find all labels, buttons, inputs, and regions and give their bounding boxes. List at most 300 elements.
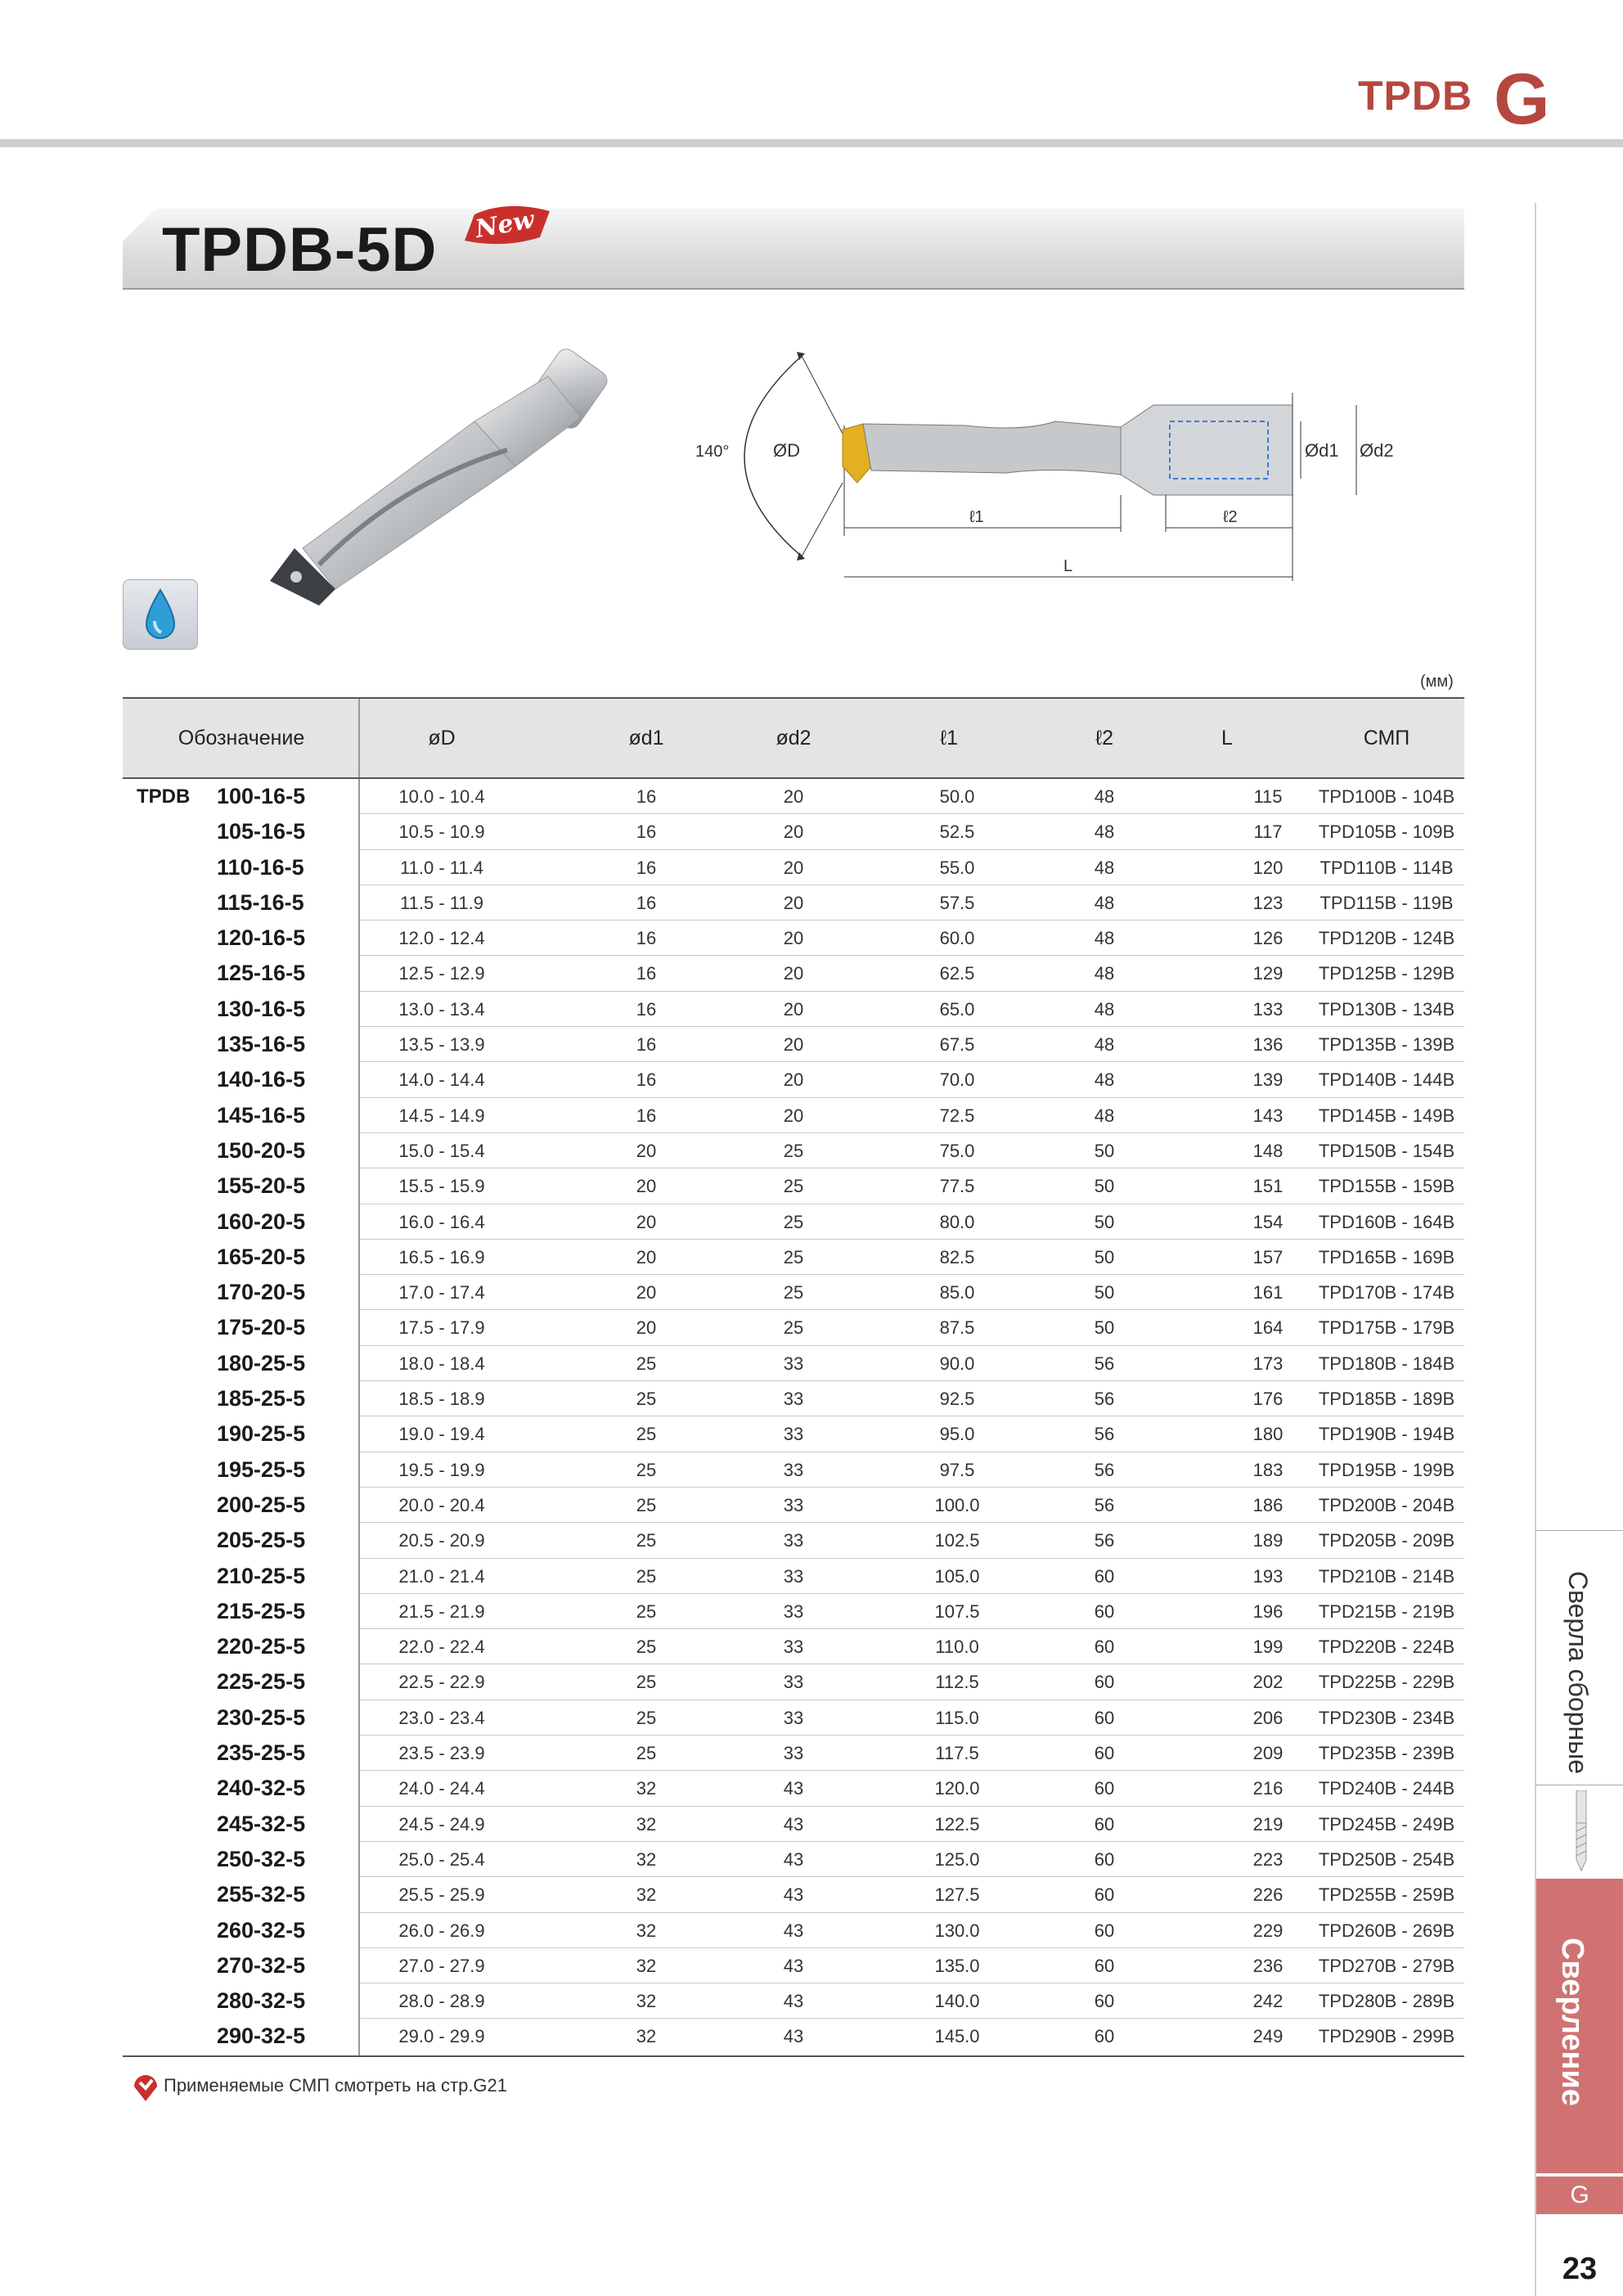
- cell-D: 11.0 - 11.4: [400, 857, 483, 878]
- cell-smp: TPD130B - 134B: [1318, 998, 1455, 1020]
- cell-smp: TPD255B - 259B: [1318, 1884, 1455, 1906]
- cell-l2: 56: [1094, 1353, 1115, 1374]
- cell-d2: 33: [783, 1672, 804, 1693]
- cell-l1: 55.0: [939, 857, 975, 878]
- cell-l1: 115.0: [935, 1707, 979, 1728]
- cell-d1: 16: [636, 1069, 657, 1091]
- cell-d2: 33: [783, 1353, 804, 1374]
- dimension-drawing: [695, 335, 1399, 597]
- cell-L: 249: [1252, 2026, 1284, 2047]
- cell-d2: 33: [783, 1424, 804, 1445]
- cell-smp: TPD260B - 269B: [1318, 1920, 1455, 1941]
- table-row: [123, 1594, 1464, 1629]
- cell-l2: 50: [1094, 1246, 1115, 1267]
- cell-l2: 56: [1094, 1424, 1115, 1445]
- cell-l2: 60: [1094, 1565, 1115, 1587]
- l2-label: ℓ2: [1223, 508, 1238, 526]
- cell-l1: 140.0: [934, 1991, 980, 2012]
- header-d2: ød2: [776, 727, 812, 750]
- cell-smp: TPD190B - 194B: [1318, 1424, 1455, 1445]
- cell-l2: 50: [1094, 1140, 1115, 1161]
- cell-L: 117: [1253, 822, 1283, 843]
- cell-D: 10.5 - 10.9: [398, 822, 485, 843]
- cell-smp: TPD195B - 199B: [1318, 1459, 1455, 1480]
- cell-smp: TPD110B - 114B: [1320, 857, 1454, 878]
- cell-code: 230-25-5: [217, 1704, 306, 1730]
- cell-d2: 43: [783, 1848, 804, 1870]
- l1-label: ℓ1: [969, 508, 984, 526]
- cell-l2: 50: [1094, 1317, 1115, 1339]
- cell-d1: 16: [636, 998, 657, 1020]
- cell-d2: 43: [783, 1920, 804, 1941]
- new-badge: [458, 198, 556, 255]
- cell-l1: 72.5: [939, 1105, 975, 1126]
- new-badge-text: New: [473, 205, 537, 245]
- cell-smp: TPD165B - 169B: [1318, 1246, 1455, 1267]
- cell-d2: 33: [783, 1565, 804, 1587]
- cell-L: 136: [1252, 1034, 1284, 1056]
- cell-D: 14.0 - 14.4: [398, 1069, 485, 1091]
- table-row: [123, 1452, 1464, 1488]
- table-row: [123, 1700, 1464, 1736]
- cell-L: 176: [1252, 1389, 1284, 1410]
- cell-D: 16.0 - 16.4: [398, 1211, 485, 1232]
- cell-d2: 20: [783, 1034, 804, 1056]
- cell-code: 215-25-5: [217, 1598, 306, 1623]
- D-label: ØD: [773, 440, 800, 461]
- cell-L: 143: [1252, 1105, 1284, 1126]
- cell-L: 209: [1252, 1743, 1284, 1764]
- table-row: [123, 956, 1464, 991]
- cell-d2: 25: [783, 1282, 804, 1303]
- cell-l2: 60: [1094, 1920, 1115, 1941]
- table-row: [123, 1842, 1464, 1877]
- cell-d1: 25: [636, 1565, 657, 1587]
- chapter-letter: G: [1536, 2177, 1623, 2214]
- cell-code: 105-16-5: [217, 819, 306, 844]
- cell-l2: 60: [1094, 1600, 1115, 1622]
- cell-D: 27.0 - 27.9: [398, 1955, 485, 1976]
- cell-L: 139: [1252, 1069, 1284, 1091]
- cell-l1: 145.0: [934, 2026, 980, 2047]
- cell-d1: 16: [636, 963, 657, 984]
- cell-code: 190-25-5: [217, 1421, 306, 1447]
- cell-l1: 112.5: [935, 1672, 979, 1693]
- table-row: [123, 1416, 1464, 1452]
- table-row: [123, 1736, 1464, 1771]
- cell-code: 110-16-5: [217, 854, 304, 880]
- header-D: øD: [428, 727, 456, 750]
- cell-code: 255-32-5: [217, 1882, 306, 1907]
- cell-D: 14.5 - 14.9: [398, 1105, 485, 1126]
- cell-smp: TPD170B - 174B: [1318, 1282, 1455, 1303]
- cell-d1: 25: [636, 1530, 657, 1551]
- cell-smp: TPD145B - 149B: [1318, 1105, 1455, 1126]
- cell-L: 126: [1252, 928, 1284, 949]
- cell-l1: 80.0: [939, 1211, 975, 1232]
- cell-D: 12.0 - 12.4: [398, 928, 485, 949]
- cell-D: 17.5 - 17.9: [398, 1317, 485, 1339]
- cell-L: 219: [1252, 1813, 1284, 1835]
- cell-l1: 100.0: [934, 1494, 980, 1515]
- table-row: [123, 1168, 1464, 1204]
- cell-d1: 16: [636, 822, 657, 843]
- cell-d1: 32: [636, 1813, 657, 1835]
- cell-L: 161: [1252, 1282, 1284, 1303]
- cell-D: 13.0 - 13.4: [398, 998, 485, 1020]
- cell-D: 18.0 - 18.4: [398, 1353, 485, 1374]
- cell-smp: TPD155B - 159B: [1318, 1176, 1455, 1197]
- cell-d1: 32: [636, 2026, 657, 2047]
- cell-l2: 48: [1094, 1034, 1115, 1056]
- cell-code: 130-16-5: [217, 996, 306, 1021]
- cell-D: 25.5 - 25.9: [398, 1884, 485, 1906]
- cell-l2: 48: [1094, 892, 1115, 913]
- cell-smp: TPD185B - 189B: [1318, 1389, 1455, 1410]
- angle-label: 140°: [695, 443, 730, 461]
- cell-l1: 120.0: [934, 1778, 980, 1799]
- cell-L: 236: [1252, 1955, 1284, 1976]
- cell-smp: TPD175B - 179B: [1318, 1317, 1455, 1339]
- d2-label: Ød2: [1360, 440, 1394, 461]
- cell-code: 100-16-5: [217, 784, 306, 808]
- cell-smp: TPD230B - 234B: [1318, 1707, 1455, 1728]
- cell-d2: 43: [783, 2026, 804, 2047]
- cell-d2: 20: [783, 963, 804, 984]
- cell-l1: 67.5: [939, 1034, 975, 1056]
- cell-smp: TPD245B - 249B: [1318, 1813, 1455, 1835]
- cell-code: 210-25-5: [217, 1563, 306, 1588]
- cell-l1: 60.0: [939, 928, 975, 949]
- coolant-icon: [123, 579, 198, 650]
- cell-D: 28.0 - 28.9: [398, 1991, 485, 2012]
- note-icon: [131, 2070, 160, 2103]
- cell-l2: 48: [1094, 857, 1115, 878]
- cell-d1: 25: [636, 1459, 657, 1480]
- cell-code: 205-25-5: [217, 1528, 306, 1553]
- cell-L: 242: [1252, 1991, 1284, 2012]
- cell-l1: 65.0: [939, 998, 975, 1020]
- cell-L: 226: [1252, 1884, 1284, 1906]
- cell-L: 189: [1252, 1530, 1284, 1551]
- cell-D: 20.0 - 20.4: [398, 1494, 485, 1515]
- cell-code: 220-25-5: [217, 1634, 306, 1659]
- banner-corner: [123, 209, 155, 241]
- cell-code: 145-16-5: [217, 1102, 306, 1128]
- cell-D: 16.5 - 16.9: [398, 1246, 485, 1267]
- cell-D: 19.0 - 19.4: [398, 1424, 485, 1445]
- cell-d1: 16: [636, 892, 657, 913]
- cell-l1: 107.5: [934, 1600, 980, 1622]
- table-row: [123, 1062, 1464, 1097]
- cell-code: 260-32-5: [217, 1917, 306, 1943]
- cell-d1: 20: [636, 1246, 657, 1267]
- cell-l2: 60: [1094, 1813, 1115, 1835]
- cell-L: 202: [1252, 1672, 1284, 1693]
- cell-l2: 60: [1094, 1778, 1115, 1799]
- cell-D: 17.0 - 17.4: [398, 1282, 485, 1303]
- cell-l1: 70.0: [939, 1069, 975, 1091]
- cell-d2: 20: [783, 857, 804, 878]
- cell-smp: TPD225B - 229B: [1318, 1672, 1455, 1693]
- cell-smp: TPD120B - 124B: [1318, 928, 1455, 949]
- cell-l2: 48: [1094, 1069, 1115, 1091]
- cell-smp: TPD100B - 104B: [1318, 786, 1455, 807]
- cell-d1: 25: [636, 1494, 657, 1515]
- cell-d2: 25: [783, 1176, 804, 1197]
- header-l2: ℓ2: [1095, 727, 1113, 750]
- cell-smp: TPD150B - 154B: [1318, 1140, 1455, 1161]
- cell-smp: TPD180B - 184B: [1318, 1353, 1455, 1374]
- cell-d2: 33: [783, 1636, 804, 1658]
- page-title: TPDB-5D: [162, 215, 438, 285]
- cell-d1: 32: [636, 1955, 657, 1976]
- cell-code: 290-32-5: [217, 2024, 306, 2049]
- table-row: [123, 1346, 1464, 1381]
- cell-l2: 56: [1094, 1389, 1115, 1410]
- cell-smp: TPD235B - 239B: [1318, 1743, 1455, 1764]
- cell-code: 235-25-5: [217, 1740, 306, 1766]
- cell-L: 154: [1252, 1211, 1284, 1232]
- table-row: [123, 1913, 1464, 1948]
- cell-d2: 43: [783, 1884, 804, 1906]
- header-smp: СМП: [1363, 727, 1410, 750]
- cell-l2: 56: [1094, 1530, 1115, 1551]
- cell-l1: 105.0: [934, 1565, 980, 1587]
- cell-code: 140-16-5: [217, 1067, 306, 1092]
- cell-l2: 60: [1094, 1991, 1115, 2012]
- cell-d1: 32: [636, 1778, 657, 1799]
- cell-d1: 32: [636, 1884, 657, 1906]
- cell-smp: TPD160B - 164B: [1318, 1211, 1455, 1232]
- header-code: TPDB: [1358, 73, 1473, 119]
- cell-L: 206: [1252, 1707, 1284, 1728]
- cell-l2: 50: [1094, 1282, 1115, 1303]
- cell-l2: 48: [1094, 1105, 1115, 1126]
- cell-l2: 48: [1094, 786, 1115, 807]
- cell-code: 240-32-5: [217, 1776, 306, 1801]
- cell-smp: TPD205B - 209B: [1318, 1530, 1455, 1551]
- table-bottom-rule: [123, 2055, 1464, 2057]
- cell-d2: 43: [783, 1955, 804, 1976]
- cell-L: 157: [1252, 1246, 1284, 1267]
- cell-d1: 25: [636, 1743, 657, 1764]
- table-row: [123, 1523, 1464, 1558]
- cell-smp: TPD115B - 119B: [1320, 892, 1454, 913]
- cell-l1: 117.5: [935, 1743, 979, 1764]
- table-row: [123, 850, 1464, 885]
- table-row: [123, 1948, 1464, 1983]
- table-row: [123, 1559, 1464, 1594]
- cell-l1: 75.0: [939, 1140, 975, 1161]
- cell-l1: 50.0: [939, 786, 975, 807]
- cell-smp: TPD250B - 254B: [1318, 1848, 1455, 1870]
- table-row: [123, 1133, 1464, 1168]
- cell-code: 225-25-5: [217, 1669, 306, 1695]
- cell-l1: 92.5: [939, 1389, 975, 1410]
- cell-L: 216: [1252, 1778, 1284, 1799]
- cell-code: 170-20-5: [217, 1280, 306, 1305]
- cell-l1: 130.0: [934, 1920, 980, 1941]
- cell-D: 24.0 - 24.4: [398, 1778, 485, 1799]
- cell-smp: TPD200B - 204B: [1318, 1494, 1455, 1515]
- cell-D: 20.5 - 20.9: [398, 1530, 485, 1551]
- cell-code: 160-20-5: [217, 1209, 306, 1234]
- cell-smp: TPD210B - 214B: [1318, 1565, 1455, 1587]
- cell-D: 21.5 - 21.9: [398, 1600, 485, 1622]
- cell-smp: TPD280B - 289B: [1318, 1991, 1455, 2012]
- cell-d2: 25: [783, 1211, 804, 1232]
- cell-D: 23.0 - 23.4: [398, 1707, 485, 1728]
- cell-L: 120: [1252, 857, 1284, 878]
- cell-d1: 25: [636, 1424, 657, 1445]
- cell-d2: 25: [783, 1317, 804, 1339]
- cell-l2: 48: [1094, 928, 1115, 949]
- cell-d1: 32: [636, 1920, 657, 1941]
- cell-L: 129: [1252, 963, 1284, 984]
- cell-l1: 85.0: [939, 1282, 975, 1303]
- cell-d2: 43: [783, 1813, 804, 1835]
- table-row: [123, 1204, 1464, 1240]
- cell-d1: 20: [636, 1211, 657, 1232]
- table-row: [123, 1488, 1464, 1523]
- cell-code: 135-16-5: [217, 1032, 306, 1057]
- cell-d2: 43: [783, 1991, 804, 2012]
- cell-L: 183: [1252, 1459, 1284, 1480]
- cell-code: 250-32-5: [217, 1846, 306, 1871]
- cell-code: 120-16-5: [217, 925, 306, 951]
- cell-d1: 16: [636, 786, 657, 807]
- cell-d1: 20: [636, 1176, 657, 1197]
- cell-code: 200-25-5: [217, 1492, 306, 1517]
- cell-l2: 60: [1094, 1743, 1115, 1764]
- cell-code: 245-32-5: [217, 1811, 306, 1836]
- cell-l1: 82.5: [939, 1246, 975, 1267]
- cell-L: 180: [1252, 1424, 1284, 1445]
- cell-d1: 20: [636, 1282, 657, 1303]
- table-row: [123, 2019, 1464, 2054]
- cell-L: 186: [1252, 1494, 1284, 1515]
- cell-code: 270-32-5: [217, 1952, 306, 1978]
- cell-d1: 16: [636, 857, 657, 878]
- cell-smp: TPD220B - 224B: [1318, 1636, 1455, 1658]
- cell-L: 123: [1252, 892, 1284, 913]
- cell-l2: 60: [1094, 1672, 1115, 1693]
- table-row: [123, 992, 1464, 1027]
- cell-L: 148: [1252, 1140, 1284, 1161]
- footnote: Применяемые СМП смотреть на стр.G21: [164, 2075, 508, 2096]
- cell-d2: 33: [783, 1389, 804, 1410]
- cell-smp: TPD215B - 219B: [1318, 1600, 1455, 1622]
- cell-d1: 25: [636, 1707, 657, 1728]
- cell-L: 199: [1252, 1636, 1284, 1658]
- cell-L: 133: [1252, 998, 1284, 1020]
- chapter-tab-label: Сверление: [1555, 1938, 1589, 2106]
- cell-d1: 25: [636, 1636, 657, 1658]
- cell-d2: 33: [783, 1494, 804, 1515]
- cell-l2: 60: [1094, 1884, 1115, 1906]
- cell-d1: 25: [636, 1389, 657, 1410]
- cell-l1: 110.0: [935, 1636, 979, 1658]
- cell-L: 164: [1252, 1317, 1284, 1339]
- cell-l1: 102.5: [934, 1530, 980, 1551]
- cell-L: 115: [1253, 786, 1283, 807]
- cell-code: 280-32-5: [217, 1988, 306, 2014]
- cell-code: 185-25-5: [217, 1386, 306, 1411]
- cell-code: 125-16-5: [217, 961, 306, 986]
- cell-l1: 90.0: [939, 1353, 975, 1374]
- cell-D: 11.5 - 11.9: [400, 892, 483, 913]
- table-row: [123, 1098, 1464, 1133]
- table-body: [123, 779, 1464, 2055]
- cell-d2: 20: [783, 1105, 804, 1126]
- cell-d2: 33: [783, 1459, 804, 1480]
- table-row: [123, 885, 1464, 921]
- d1-label: Ød1: [1305, 440, 1339, 461]
- header-d1: ød1: [628, 727, 664, 750]
- cell-smp: TPD105B - 109B: [1318, 822, 1455, 843]
- table-row: [123, 1027, 1464, 1062]
- cell-D: 22.5 - 22.9: [398, 1672, 485, 1693]
- cell-d1: 20: [636, 1317, 657, 1339]
- cell-l2: 60: [1094, 1955, 1115, 1976]
- table-row: [123, 1664, 1464, 1699]
- cell-l1: 77.5: [939, 1176, 975, 1197]
- cell-l2: 56: [1094, 1494, 1115, 1515]
- cell-D: 18.5 - 18.9: [398, 1389, 485, 1410]
- table-row: [123, 1877, 1464, 1912]
- table-row: [123, 1240, 1464, 1275]
- cell-L: 223: [1252, 1848, 1284, 1870]
- cell-l1: 87.5: [939, 1317, 975, 1339]
- cell-d2: 43: [783, 1778, 804, 1799]
- cell-l2: 60: [1094, 1636, 1115, 1658]
- cell-l1: 122.5: [934, 1813, 980, 1835]
- table-row: [123, 1807, 1464, 1842]
- table-row: [123, 814, 1464, 849]
- cell-D: 23.5 - 23.9: [398, 1743, 485, 1764]
- cell-code: 175-20-5: [217, 1315, 306, 1340]
- cell-d1: 20: [636, 1140, 657, 1161]
- cell-D: 10.0 - 10.4: [398, 786, 485, 807]
- banner-underline: [123, 288, 1464, 290]
- cell-smp: TPD135B - 139B: [1318, 1034, 1455, 1056]
- cell-d2: 25: [783, 1246, 804, 1267]
- cell-D: 25.0 - 25.4: [398, 1848, 485, 1870]
- header-divider: [0, 139, 1623, 147]
- cell-l1: 95.0: [939, 1424, 975, 1445]
- page-number: 23: [1562, 2252, 1598, 2286]
- cell-d1: 16: [636, 1034, 657, 1056]
- cell-l1: 52.5: [939, 822, 975, 843]
- cell-l2: 60: [1094, 1707, 1115, 1728]
- cell-D: 15.0 - 15.4: [398, 1140, 485, 1161]
- cell-code: 195-25-5: [217, 1456, 306, 1482]
- cell-code: 155-20-5: [217, 1173, 306, 1199]
- cell-D: 21.0 - 21.4: [398, 1565, 485, 1587]
- cell-smp: TPD270B - 279B: [1318, 1955, 1455, 1976]
- header-letter: G: [1494, 58, 1550, 139]
- cell-d2: 20: [783, 928, 804, 949]
- cell-l1: 127.5: [934, 1884, 980, 1906]
- table-row: [123, 1381, 1464, 1416]
- cell-code: 150-20-5: [217, 1137, 306, 1163]
- cell-d2: 20: [783, 822, 804, 843]
- cell-d1: 25: [636, 1600, 657, 1622]
- cell-l2: 50: [1094, 1176, 1115, 1197]
- cell-L: 196: [1252, 1600, 1284, 1622]
- cell-L: 193: [1252, 1565, 1284, 1587]
